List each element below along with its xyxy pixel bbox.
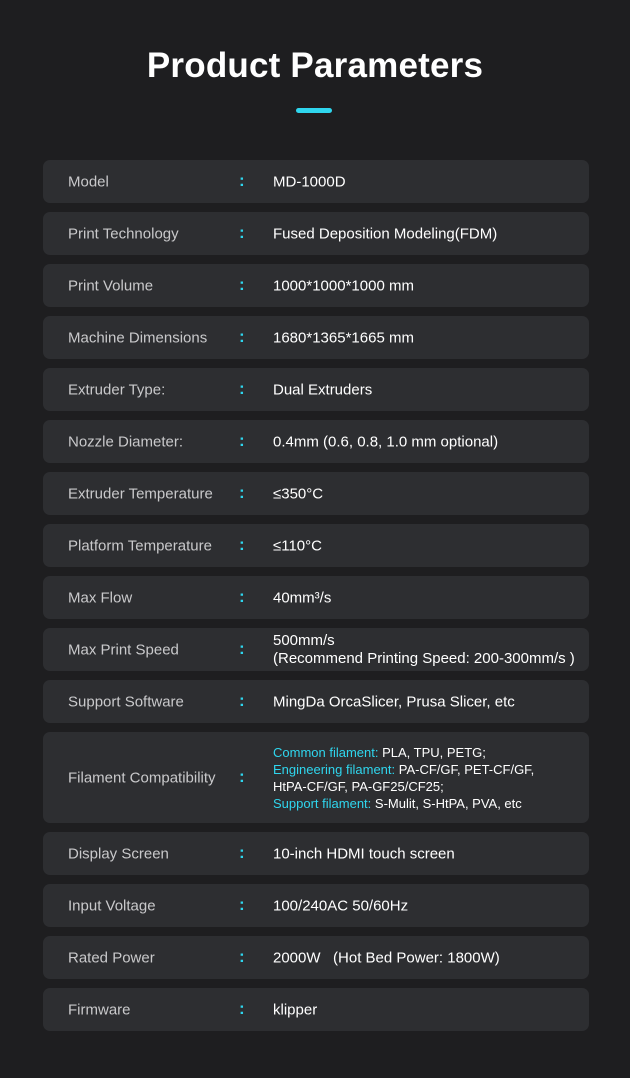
param-row-rated-power	[43, 936, 589, 979]
param-value: klipper	[273, 1001, 318, 1018]
param-label: Nozzle Diameter:	[68, 433, 184, 450]
param-label: Platform Temperature	[68, 537, 212, 554]
param-separator: :	[239, 326, 245, 346]
param-value-line: 500mm/s	[273, 631, 335, 649]
param-separator: :	[239, 690, 245, 710]
param-label: Support Software	[68, 693, 184, 710]
filament-category-common: Common filament:	[273, 744, 379, 760]
param-separator: :	[239, 946, 245, 966]
param-separator: :	[239, 842, 245, 862]
filament-category-engineering: Engineering filament:	[273, 761, 396, 777]
param-row-extruder-temperature	[43, 472, 589, 515]
param-separator: :	[239, 170, 245, 190]
param-value	[273, 632, 575, 668]
param-row-display-screen	[43, 832, 589, 875]
filament-category-support: Support filament:	[273, 795, 372, 811]
param-row-max-print-speed	[43, 628, 589, 671]
param-separator: :	[239, 274, 245, 294]
title-accent-bar	[296, 108, 332, 113]
param-row-max-flow	[43, 576, 589, 619]
param-row-model	[43, 160, 589, 203]
param-label: Print Technology	[68, 225, 179, 242]
param-separator: :	[239, 378, 245, 398]
param-separator: :	[239, 998, 245, 1018]
filament-list-engineering-cont: HtPA-CF/GF, PA-GF25/CF25;	[273, 778, 444, 794]
param-label: Firmware	[68, 1001, 131, 1018]
param-value: 1680*1365*1665 mm	[273, 329, 414, 346]
param-separator: :	[239, 638, 245, 658]
param-label: Model	[68, 173, 109, 190]
param-value: ≤350°C	[273, 485, 324, 502]
param-label: Max Print Speed	[68, 641, 179, 658]
param-value: 10-inch HDMI touch screen	[273, 845, 455, 862]
param-value: MD-1000D	[273, 173, 346, 190]
param-row-extruder-type	[43, 368, 589, 411]
filament-list-engineering: PA-CF/GF, PET-CF/GF,	[395, 761, 535, 777]
param-row-filament-compatibility	[43, 732, 589, 823]
param-separator: :	[239, 894, 245, 914]
param-separator: :	[239, 430, 245, 450]
param-value: 1000*1000*1000 mm	[273, 277, 414, 294]
param-label: Extruder Type:	[68, 381, 166, 398]
param-separator: :	[239, 222, 245, 242]
filament-list-support: S-Mulit, S-HtPA, PVA, etc	[371, 795, 522, 811]
param-separator: :	[239, 482, 245, 502]
parameter-table	[43, 160, 589, 1040]
param-label: Display Screen	[68, 845, 169, 862]
param-row-input-voltage	[43, 884, 589, 927]
param-row-platform-temperature	[43, 524, 589, 567]
param-label: Max Flow	[68, 589, 133, 606]
param-value: 0.4mm (0.6, 0.8, 1.0 mm optional)	[273, 433, 499, 450]
param-value: 100/240AC 50/60Hz	[273, 897, 409, 914]
param-label: Extruder Temperature	[68, 485, 213, 502]
param-label: Filament Compatibility	[68, 769, 216, 786]
param-label: Input Voltage	[68, 897, 156, 914]
param-value: 40mm³/s	[273, 589, 332, 606]
param-value: MingDa OrcaSlicer, Prusa Slicer, etc	[273, 693, 515, 710]
param-value: Dual Extruders	[273, 381, 373, 398]
param-value	[273, 744, 534, 812]
param-value: Fused Deposition Modeling(FDM)	[273, 225, 498, 242]
page-title: Product Parameters	[146, 46, 484, 85]
param-separator: :	[239, 534, 245, 554]
param-value: ≤110°C	[273, 537, 322, 554]
filament-list-common: PLA, TPU, PETG;	[378, 744, 486, 760]
param-row-print-volume	[43, 264, 589, 307]
param-label: Rated Power	[68, 949, 155, 966]
param-value-line: (Recommend Printing Speed: 200-300mm/s )	[273, 649, 575, 667]
param-label: Machine Dimensions	[68, 329, 208, 346]
param-row-nozzle-diameter	[43, 420, 589, 463]
param-value: 2000W (Hot Bed Power: 1800W)	[273, 949, 500, 966]
param-separator: :	[239, 586, 245, 606]
param-separator: :	[239, 766, 245, 786]
param-row-support-software	[43, 680, 589, 723]
param-row-machine-dimensions	[43, 316, 589, 359]
param-row-print-technology	[43, 212, 589, 255]
param-row-firmware	[43, 988, 589, 1031]
param-label: Print Volume	[68, 277, 154, 294]
